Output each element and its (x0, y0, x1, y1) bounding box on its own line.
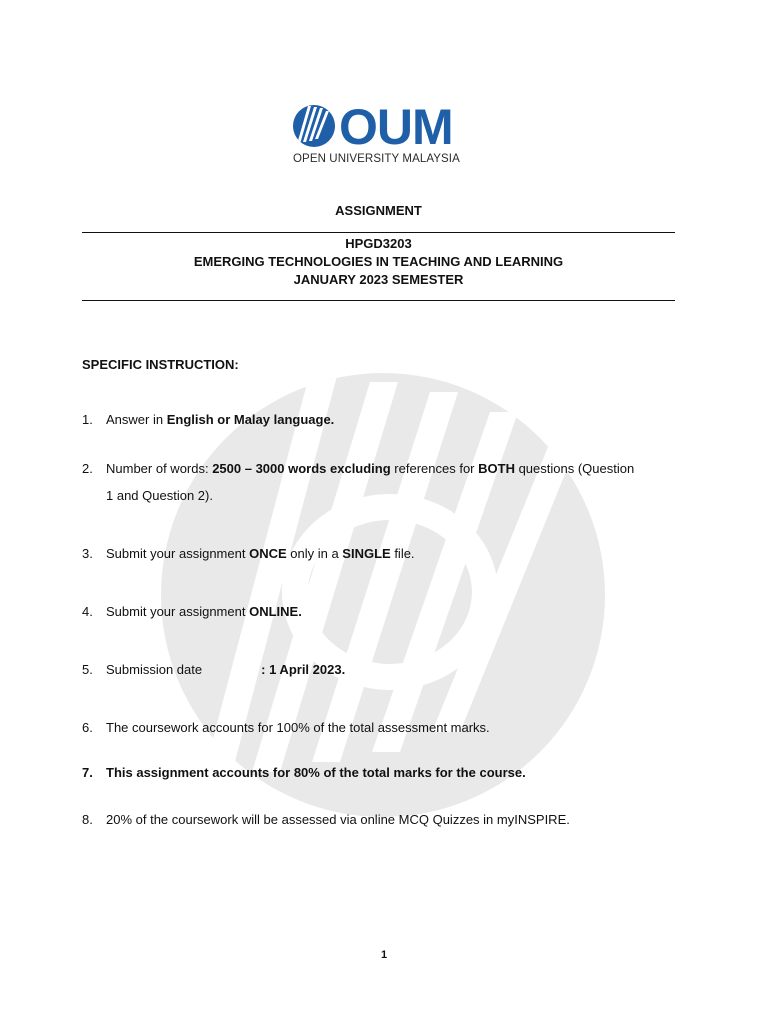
item-text: Submission date : 1 April 2023. (106, 662, 346, 677)
course-code: HPGD3203 (345, 236, 412, 251)
item-number: 8. (82, 812, 93, 827)
bottom-divider (82, 300, 675, 301)
item-text: 20% of the coursework will be assessed via online MCQ Quizzes in myINSPIRE. (106, 812, 570, 827)
item-text: Answer in English or Malay language. (106, 412, 335, 427)
semester: JANUARY 2023 SEMESTER (293, 272, 464, 287)
logo-wordmark: OUM (339, 99, 453, 155)
item-text: The coursework accounts for 100% of the total assessment marks. (106, 720, 490, 735)
top-divider (82, 232, 675, 233)
logo-university-name: OPEN UNIVERSITY MALAYSIA (293, 153, 460, 165)
document-type: ASSIGNMENT (335, 203, 422, 218)
item-number: 6. (82, 720, 93, 735)
oum-emblem-icon (292, 104, 336, 148)
submission-date: : 1 April 2023. (261, 662, 346, 677)
item-text: Submit your assignment ONCE only in a SINGLE file. (106, 546, 415, 561)
item-number: 5. (82, 662, 93, 677)
page-number: 1 (380, 949, 388, 961)
course-title: EMERGING TECHNOLOGIES IN TEACHING AND LEARNING (193, 254, 564, 269)
item-text: This assignment accounts for 80% of the total marks for the course. (106, 765, 526, 780)
oum-logo (292, 99, 472, 170)
item-text: Number of words: 2500 – 3000 words excluding references for BOTH questions (Question 1 and Question 2). (106, 461, 635, 503)
instructions-heading: SPECIFIC INSTRUCTION: (82, 357, 239, 372)
item-number: 7. (82, 765, 93, 780)
item-number: 1. (82, 412, 93, 427)
oum-watermark-icon (160, 372, 606, 818)
item-number: 4. (82, 604, 93, 619)
item-text: Submit your assignment ONLINE. (106, 604, 302, 619)
item-number: 3. (82, 546, 93, 561)
item-number: 2. (82, 461, 93, 476)
